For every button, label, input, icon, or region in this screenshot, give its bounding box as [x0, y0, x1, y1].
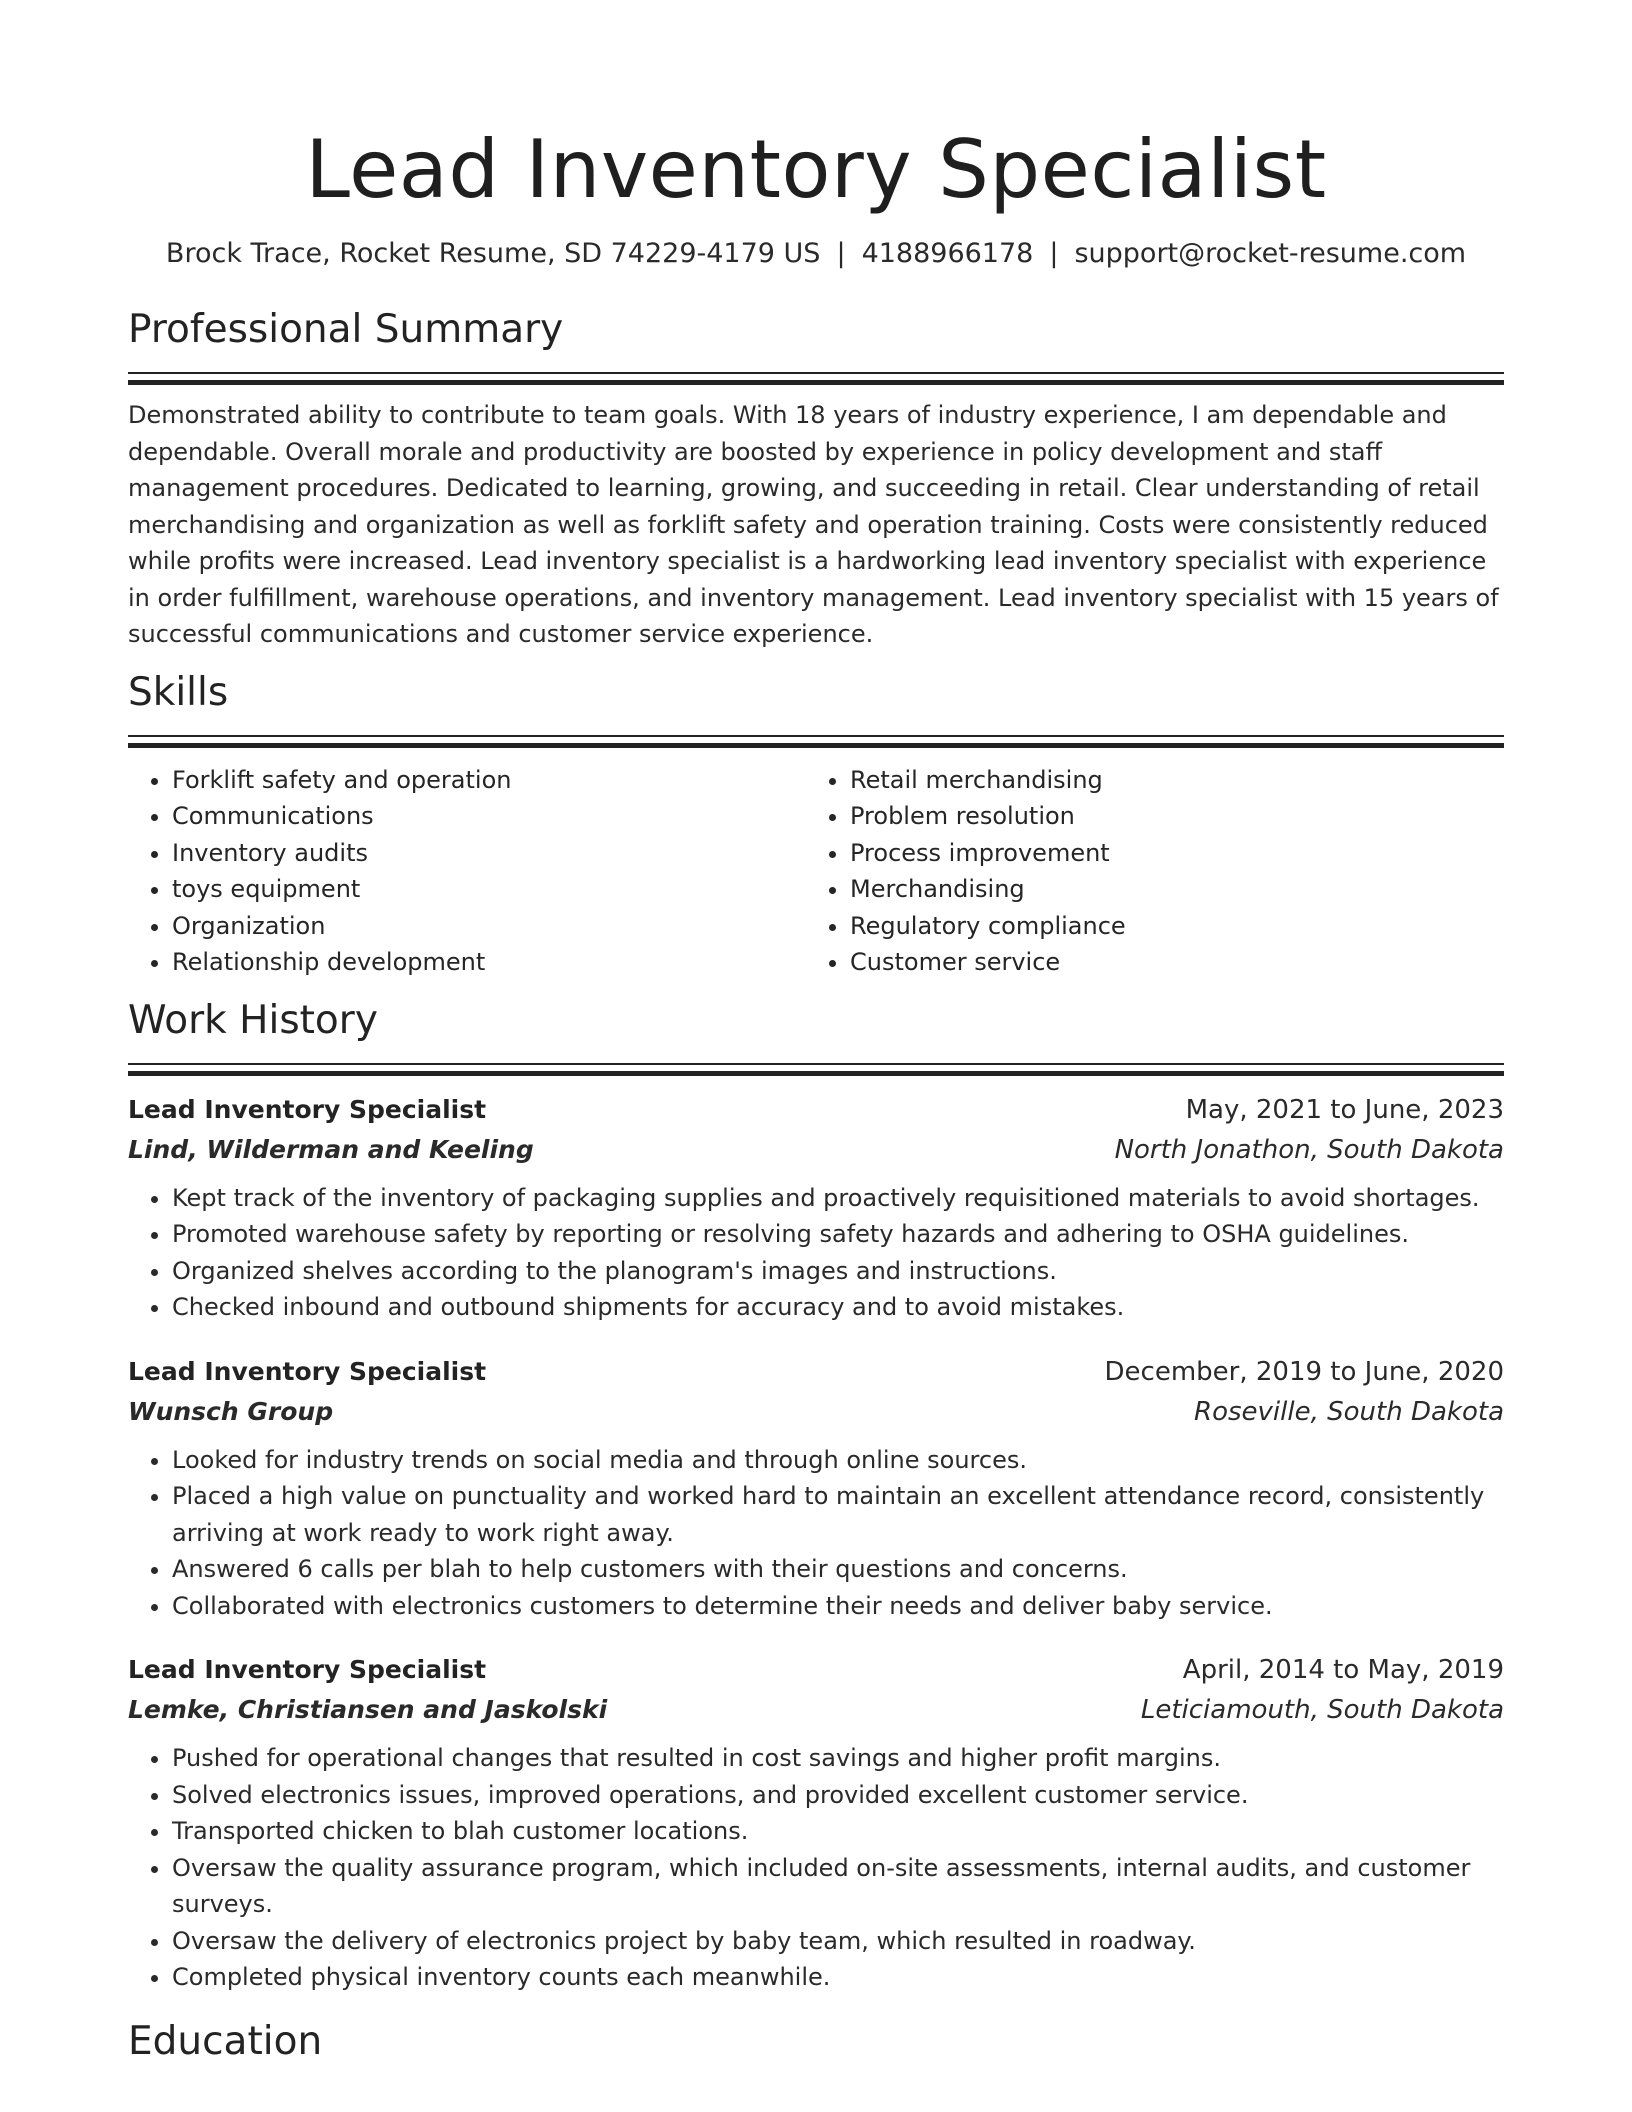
- work-history-section: [128, 997, 1504, 1996]
- section-title-skills: Skills: [128, 669, 229, 715]
- job-bullets: [128, 1180, 1504, 1326]
- resume-page: [128, 118, 1504, 2066]
- contact-address: Brock Trace, Rocket Resume, SD 74229-4179 US: [165, 238, 821, 269]
- job-bullet: • Looked for industry trends on social media and through online sources.: [172, 1442, 1504, 1479]
- job-header: [128, 1650, 1504, 1690]
- education-section: [128, 2018, 1504, 2066]
- section-divider: [128, 372, 1504, 385]
- skill-item: • Communications: [172, 798, 806, 835]
- job-bullet: • Completed physical inventory counts each meanwhile.: [172, 1959, 1504, 1996]
- section-divider: [128, 735, 1504, 748]
- section-title-work-history: Work History: [128, 997, 378, 1043]
- skill-item: • toys equipment: [172, 871, 806, 908]
- job-bullet: • Promoted warehouse safety by reporting or resolving safety hazards and adhering to OSHA guidelines.: [172, 1216, 1504, 1253]
- job-header: [128, 1090, 1504, 1130]
- contact-phone: 4188966178: [861, 238, 1034, 269]
- job-entry: [128, 1650, 1504, 1996]
- section-title-education: Education: [128, 2018, 323, 2064]
- job-bullet: • Kept track of the inventory of packaging supplies and proactively requisitioned materials to avoid shortages.: [172, 1180, 1504, 1217]
- job-entry: [128, 1352, 1504, 1625]
- contact-separator: |: [1049, 238, 1059, 269]
- job-bullet: • Oversaw the delivery of electronics project by baby team, which resulted in roadway.: [172, 1923, 1504, 1960]
- skills-column-right: [806, 762, 1504, 981]
- skill-item: • Relationship development: [172, 944, 806, 981]
- job-title: Lead Inventory Specialist: [128, 1655, 487, 1684]
- skills-section: [128, 669, 1504, 981]
- job-bullets: [128, 1740, 1504, 1996]
- job-company: Wunsch Group: [128, 1396, 334, 1426]
- job-bullet: • Checked inbound and outbound shipments for accuracy and to avoid mistakes.: [172, 1289, 1504, 1326]
- job-bullet: • Answered 6 calls per blah to help customers with their questions and concerns.: [172, 1551, 1504, 1588]
- job-location: North Jonathon, South Dakota: [1114, 1134, 1504, 1165]
- skill-item: • Forklift safety and operation: [172, 762, 806, 799]
- job-entry: [128, 1090, 1504, 1326]
- job-bullet: • Oversaw the quality assurance program, which included on-site assessments, internal audits, and customer surveys.: [172, 1850, 1504, 1923]
- job-title: Lead Inventory Specialist: [128, 1356, 487, 1386]
- job-location: Leticiamouth, South Dakota: [1140, 1695, 1504, 1725]
- section-title-summary: Professional Summary: [128, 307, 564, 352]
- contact-separator: |: [836, 238, 846, 269]
- skill-item: • Customer service: [850, 944, 1504, 981]
- job-subheader: [128, 1690, 1504, 1730]
- job-company: Lind, Wilderman and Keeling: [128, 1134, 534, 1164]
- job-subheader: [128, 1130, 1504, 1170]
- job-bullet: • Organized shelves according to the planogram's images and instructions.: [172, 1253, 1504, 1290]
- skills-column-left: [128, 762, 806, 981]
- job-header: [128, 1352, 1504, 1392]
- skill-item: • Organization: [172, 908, 806, 945]
- contact-email[interactable]: support@rocket-resume.com: [1074, 238, 1467, 269]
- job-dates: December, 2019 to June, 2020: [1104, 1356, 1504, 1387]
- job-bullets: [128, 1442, 1504, 1625]
- section-divider: [128, 1063, 1504, 1076]
- skill-item: • Retail merchandising: [850, 762, 1504, 799]
- job-bullet: • Transported chicken to blah customer locations.: [172, 1813, 1504, 1850]
- resume-name: Lead Inventory Specialist: [305, 123, 1327, 216]
- job-bullet: • Pushed for operational changes that resulted in cost savings and higher profit margins.: [172, 1740, 1504, 1777]
- job-title: Lead Inventory Specialist: [128, 1094, 487, 1124]
- job-bullet: • Placed a high value on punctuality and worked hard to maintain an excellent attendance record, consistently arriving at work ready to work right away.: [172, 1478, 1504, 1551]
- job-subheader: [128, 1392, 1504, 1432]
- summary-text: Demonstrated ability to contribute to team goals. With 18 years of industry experience, I am dependable and dependable. Overall morale and productivity are boosted by experience in policy development and staff management procedures. Dedicated to learning, growing, and succeeding in retail. Clear understanding of retail merchandising and organization as well as forklift safety and operation training. Costs were consistently reduced while profits were increased. Lead inventory specialist is a hardworking lead inventory specialist with experience in order fulfillment, warehouse operations, and inventory management. Lead inventory specialist with 15 years of successful communications and customer service experience.: [128, 401, 1499, 648]
- skill-item: • Regulatory compliance: [850, 908, 1504, 945]
- contact-line: [128, 234, 1504, 274]
- skill-item: • Process improvement: [850, 835, 1504, 872]
- job-dates: April, 2014 to May, 2019: [1182, 1655, 1504, 1685]
- summary-section: [128, 306, 1504, 653]
- job-company: Lemke, Christiansen and Jaskolski: [128, 1695, 608, 1724]
- skill-item: • Problem resolution: [850, 798, 1504, 835]
- job-bullet: • Collaborated with electronics customers to determine their needs and deliver baby service.: [172, 1588, 1504, 1625]
- skills-list: [128, 762, 1504, 981]
- skill-item: • Inventory audits: [172, 835, 806, 872]
- job-bullet: • Solved electronics issues, improved operations, and provided excellent customer service.: [172, 1777, 1504, 1814]
- job-location: Roseville, South Dakota: [1194, 1396, 1504, 1427]
- job-dates: May, 2021 to June, 2023: [1185, 1094, 1504, 1125]
- skill-item: • Merchandising: [850, 871, 1504, 908]
